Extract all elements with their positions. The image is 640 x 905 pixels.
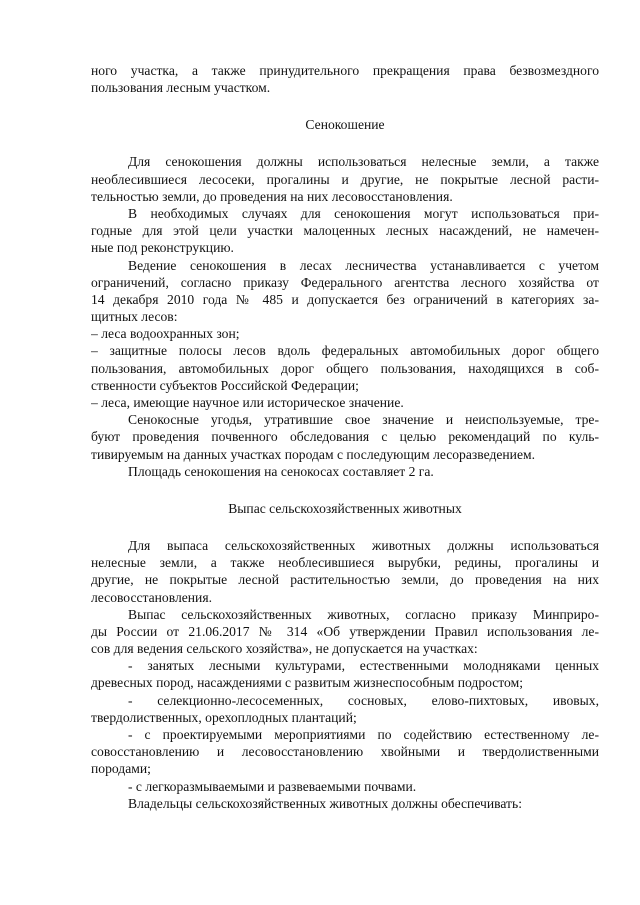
paragraph-line: ды России от 21.06.2017 № 314 «Об утверждении Правил использования ле- <box>91 623 599 639</box>
list-item: твердолиственных, орехоплодных плантаций; <box>91 709 357 725</box>
paragraph-line: лесовосстановления. <box>91 589 212 605</box>
paragraph-line: другие, не покрытые лесной растительностью земли, до проведения на них <box>91 572 599 588</box>
paragraph-line: Для выпаса сельскохозяйственных животных должны использоваться <box>128 537 599 553</box>
paragraph-line: нелесные земли, а также необлесившиеся вырубки, редины, прогалины и <box>91 555 599 571</box>
paragraph-line: щитных лесов: <box>91 309 178 325</box>
paragraph-line: 14 декабря 2010 года № 485 и допускается без ограничений в категориях за- <box>91 291 599 307</box>
paragraph-line: Площадь сенокошения на сенокосах составляет 2 га. <box>128 463 434 479</box>
paragraph-line: ные под реконструкцию. <box>91 240 234 256</box>
intro-line-2: пользования лесным участком. <box>91 80 271 96</box>
list-item: - с проектируемыми мероприятиями по содействию естественному ле- <box>128 727 599 742</box>
list-item: пользования, автомобильных дорог общего пользования, находящихся в соб- <box>91 360 599 376</box>
paragraph-line: Для сенокошения должны использоваться нелесные земли, а также <box>128 154 599 170</box>
paragraph-line: Владельцы сельскохозяйственных животных должны обеспечивать: <box>128 795 522 811</box>
list-item: совосстановлению и лесовосстановлению хвойными и твердолиственными <box>91 744 599 760</box>
section-heading-grazing: Выпас сельскохозяйственных животных <box>228 500 462 516</box>
list-item: - занятых лесными культурами, естественными молодняками ценных <box>128 658 599 674</box>
list-item: – леса водоохранных зон; <box>91 326 240 342</box>
intro-line-1: ного участка, а также принудительного прекращения права безвозмездного <box>91 63 599 78</box>
paragraph-line: Ведение сенокошения в лесах лесничества устанавливается с учетом <box>128 257 599 273</box>
list-item: - селекционно-лесосеменных, сосновых, елово-пихтовых, ивовых, <box>128 692 599 708</box>
list-item: – защитные полосы лесов вдоль федеральных автомобильных дорог общего <box>91 343 599 359</box>
paragraph-line: ограничений, согласно приказу Федерального агентства лесного хозяйства от <box>91 274 599 290</box>
paragraph-line: В необходимых случаях для сенокошения могут использоваться при- <box>128 205 599 221</box>
list-item: - с легкоразмываемыми и развеваемыми почвами. <box>128 778 417 794</box>
list-item: ственности субъектов Российской Федерации; <box>91 377 359 393</box>
paragraph-line: Сенокосные угодья, утратившие свое значение и неиспользуемые, тре- <box>128 412 599 428</box>
paragraph-line: тивируемым на данных участках породам с последующим лесоразведением. <box>91 446 535 462</box>
paragraph-line: годные для этой цели участки малоценных лесных насаждений, не намечен- <box>91 223 599 239</box>
paragraph-line: буют проведения почвенного обследования с целью рекомендаций по куль- <box>91 429 599 445</box>
paragraph-line: необлесившиеся лесосеки, прогалины и другие, не покрытые лесной расти- <box>91 171 599 187</box>
list-item: породами; <box>91 761 151 777</box>
paragraph-line: Выпас сельскохозяйственных животных, согласно приказу Минприро- <box>128 606 599 622</box>
paragraph-line: тельностью земли, до проведения на них лесовосстановления. <box>91 188 453 204</box>
list-item: – леса, имеющие научное или историческое значение. <box>91 395 404 410</box>
paragraph-line: сов для ведения сельского хозяйства», не допускается на участках: <box>91 641 478 657</box>
list-item: древесных пород, насаждениями с развитым жизнеспособным подростом; <box>91 675 523 691</box>
section-heading-haymaking: Сенокошение <box>305 117 385 133</box>
